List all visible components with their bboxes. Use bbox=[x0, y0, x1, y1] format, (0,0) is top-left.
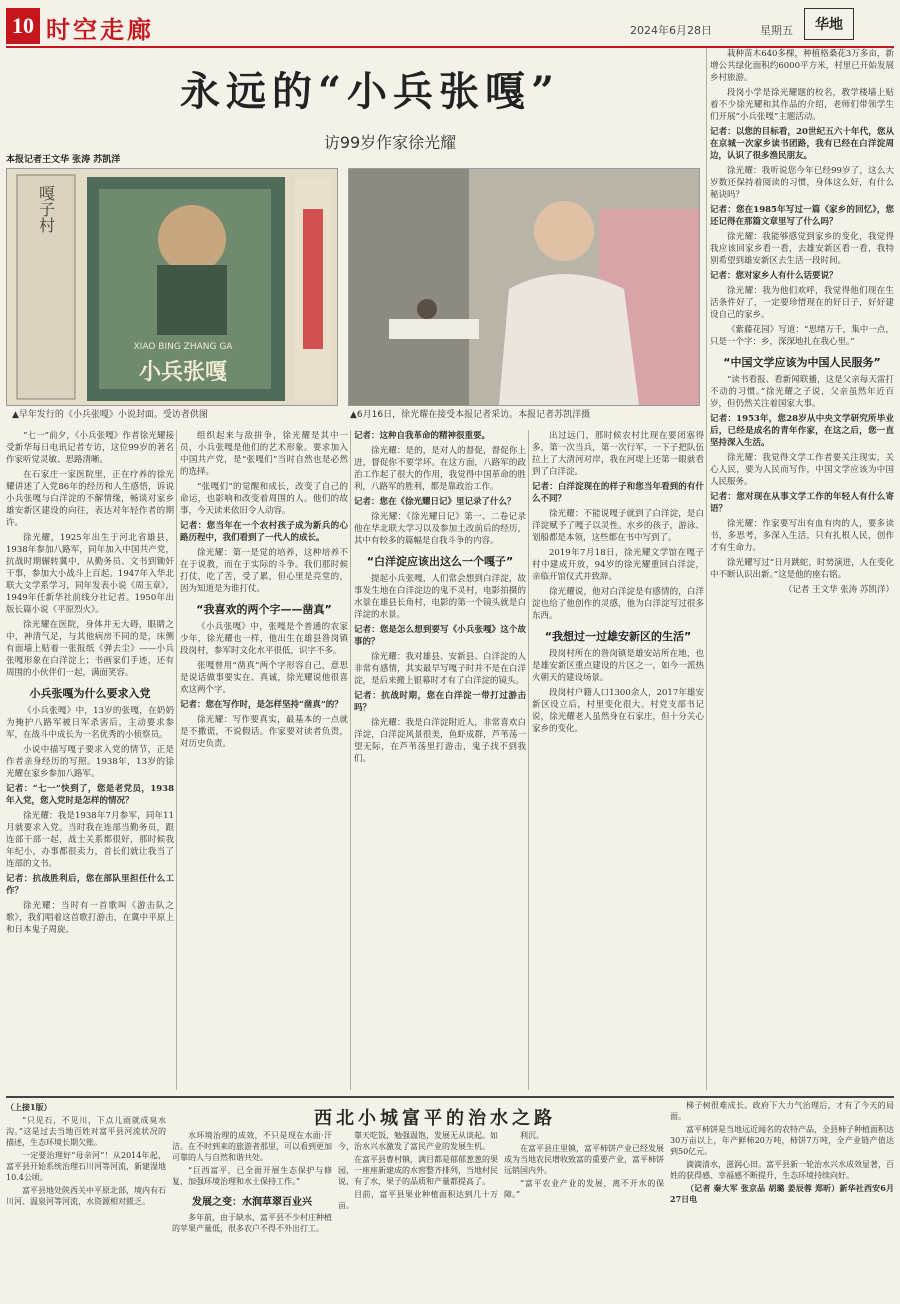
paragraph: “只见石，不见川，下点儿雨就成臭水沟。”这是过去当地百姓对富平县河流状况的描述，生态环境长期欠账。 bbox=[6, 1116, 166, 1147]
question: 记者：您对家乡人有什么话要说？ bbox=[710, 271, 838, 281]
bottom-article-rule bbox=[6, 1096, 894, 1098]
bottom-column-3 bbox=[338, 1130, 498, 1300]
question: 记者：您是怎么想到要写《小兵张嘎》这个故事的？ bbox=[354, 625, 526, 647]
paragraph: 徐光耀说，他对白洋淀是有感情的，白洋淀也给了他创作的灵感，他为白洋淀写过很多东西。 bbox=[532, 587, 704, 621]
paragraph: 一定要治理好“母亲河”！从2014年起，富平县开始系统治理石川河等河流，新建湿地10.4公顷。 bbox=[6, 1151, 166, 1182]
paragraph: 水环境治理的成效，不只是现在水面·汗洁。在不时到来的旅游者那里，可以看到更加可靠的人与自然和谐共处。 bbox=[172, 1131, 332, 1162]
question: 记者：1953年，您28岁从中央文学研究所毕业后，已经是成名的青年作家，在这之后，您一直坚持深入生活。 bbox=[710, 414, 894, 448]
section-heading-4: “我想过一过雄安新区的生活” bbox=[544, 630, 692, 643]
section-heading-3: “白洋淀应该出这么一个嘎子” bbox=[366, 555, 514, 568]
paragraph: “张嘎们”的觉醒和成长，改变了自己的命运，也影响和改变着周围的人。他们的故事，今天读来依旧令人动容。 bbox=[180, 482, 348, 516]
paragraph: 徐光耀：当时有一首歌叫《游击队之歌》，我们唱着这首歌打游击，在冀中平原上和日本鬼子周旋。 bbox=[6, 901, 174, 935]
paragraph: 多年前，由于缺水，富平县不少村庄种植的苹果产量低，很多农户不得不外出打工。 bbox=[172, 1213, 332, 1233]
subhead: 访99岁作家徐光耀 bbox=[323, 133, 457, 152]
column-divider bbox=[528, 430, 529, 1090]
bottom-headline: 西北小城富平的治水之路 bbox=[314, 1108, 556, 1129]
paragraph: 徐光耀：我能够感觉到家乡的变化，我觉得我应该回家乡看一看，去雄安新区看一看，我特别希望到雄安新区去生活一段时间。 bbox=[710, 232, 894, 266]
paragraph: 段岗村户籍人口1300余人，2017年雄安新区设立后，村里变化很大。村党支部书记说，徐光耀老人虽然身在石家庄，但十分关心家乡的变化。 bbox=[532, 688, 704, 734]
cover-title: 小兵张嘎 bbox=[138, 359, 228, 385]
weekday: 星期五 bbox=[760, 24, 793, 37]
paragraph: 在富平县庄里镇，富平柿饼产业已经发展成为当地农民增收致富的重要产业，富平柿饼远销国内外。 bbox=[504, 1144, 664, 1175]
bottom-subheading: 发展之变：水润草翠百业兴 bbox=[192, 1197, 312, 1208]
paragraph: 滴滴清水，滋润心田。富平县新一轮治水兴水成效显著，百姓的获得感、幸福感不断提升，生态环境持续向好。 bbox=[670, 1160, 894, 1180]
paragraph: “七一”前夕，《小兵张嘎》作者徐光耀接受新华每日电讯记者专访，这位99岁的著名作家听觉灵敏、思路清晰。 bbox=[6, 431, 174, 465]
paragraph: 利沉。 bbox=[520, 1131, 544, 1140]
question: 记者：以您的目标看，20世纪五六十年代，您从在京城一次家乡读书团路，我有已经在白洋淀周边，认识了很多渔民朋友。 bbox=[710, 127, 894, 161]
question: 记者：白洋淀现在的样子和您当年看到的有什么不同？ bbox=[532, 482, 704, 504]
paragraph: 组织起来与敌拼争，徐光耀是其中一员，小兵张嘎是他们的艺术形象。要求加入中国共产党，是“张嘎们”当时自然也是必然的选择。 bbox=[180, 431, 348, 477]
paragraph: 徐光耀：第一是觉的培养，这种培养不在于说教，而在于实际的斗争。我们那时候打仗，吃了苦，受了累，但心里是亮堂的，因为知道是为谁打仗。 bbox=[180, 548, 348, 594]
paragraph: 徐光耀：《徐光耀日记》第一、二卷记录他在华北联大学习以及参加土改前后的经历，其中有较多的篇幅是自我斗争的内容。 bbox=[354, 512, 526, 546]
paragraph: 富平柿饼是当地远近闻名的农特产品，全县柿子种植面积达30万亩以上，年产鲜柿20万吨，柿饼7万吨，全产业链产值达到50亿元。 bbox=[670, 1125, 894, 1156]
portrait-illustration bbox=[349, 169, 699, 405]
date: 2024年6月28日 bbox=[630, 24, 712, 37]
bottom-column-2 bbox=[172, 1130, 332, 1300]
svg-text:嘎子村: 嘎子村 bbox=[36, 185, 56, 233]
paragraph: 徐光耀：不能说嘎子就到了白洋淀，是白洋淀赋予了嘎子以灵性。水乡的孩子，游泳、划船都是本领，这些都在书中写到了。 bbox=[532, 509, 704, 543]
column-divider bbox=[176, 430, 177, 1090]
paragraph: 在石家庄一家医院里，正在疗养的徐光耀讲述了入党86年的经历和人生感悟，诉说小兵张嘎与白洋淀的不解情缘，畅谈对家乡雄安新区建设的向往，表达对年轻作者的期许。 bbox=[6, 470, 174, 528]
cover-pinyin: XIAO BING ZHANG GA bbox=[133, 342, 233, 352]
article-column-4 bbox=[532, 430, 704, 1090]
paragraph: 梯子树很难成长。政府下大力气治理后，才有了今天的局面。 bbox=[670, 1101, 894, 1121]
paragraph: 2019年7月18日，徐光耀文学馆在嘎子村中建成开放，94岁的徐光耀重回白洋淀，亲临开馆仪式并致辞。 bbox=[532, 548, 704, 582]
paragraph: 徐光耀：我为他们欢呼，我觉得他们现在生活条件好了，一定要珍惜现在的好日子，好好建设自己的家乡。 bbox=[710, 286, 894, 320]
paragraph: 提起小兵张嘎，人们常会想到白洋淀，故事发生地在白洋淀边的鬼不灵村，电影拍摄的水景在雄县长角村，电影的第一个镜头就是白洋淀的水景。 bbox=[354, 574, 526, 620]
page-number: 10 bbox=[6, 8, 40, 44]
paragraph: 段岗村所在的昝岗镇是雄安站所在地，也是雄安新区重点建设的片区之一，如今一派热火朝天的建设场景。 bbox=[532, 649, 704, 683]
paragraph: 《小兵张嘎》中，张嘎是个普通的农家少年，徐光耀也一样，他出生在雄县昝岗镇段岗村，参军时文化水平很低，识字不多。 bbox=[180, 622, 348, 656]
paragraph: 徐光耀：我听说您今年已经99岁了，这么大岁数还保持着阅读的习惯，身体这么好，有什么秘诀吗？ bbox=[710, 166, 894, 200]
bottom-column-5 bbox=[670, 1100, 894, 1302]
portrait-caption: ▲6月16日，徐光耀在接受本报记者采访。本报记者苏凯洋摄 bbox=[350, 410, 591, 420]
newspaper-logo: 华地 bbox=[804, 8, 854, 40]
question: 记者：您当年在一个农村孩子成为新兵的心路历程中，我们看到了一代人的成长。 bbox=[180, 521, 348, 543]
paragraph: 徐光耀：是的，是对人的督促，督促你上进，督促你不要学坏。在这方面，八路军的政治工作起了很大的作用，我觉得中国革命的胜利，八路军的胜利，都是靠政治工作。 bbox=[354, 446, 526, 492]
article-column-3 bbox=[354, 430, 526, 1090]
paragraph: 出过远门，那时候农村比现在要闭塞得多，第一次当兵，第一次行军，一下子把队伍拉上了大清河对岸，我在河堤上还第一眼就看到了白洋淀。 bbox=[532, 431, 704, 477]
paragraph: 徐光耀：我是白洋淀附近人，非常喜欢白洋淀，白洋淀风景很美，鱼虾成群，芦苇荡一望无际，在芦苇荡里打游击，鬼子找不到我们。 bbox=[354, 718, 526, 764]
column-divider bbox=[350, 430, 351, 1090]
book-cover-illustration bbox=[7, 169, 337, 405]
question: 记者：这种自我革命的精神很重要。 bbox=[354, 431, 491, 441]
continued-label: （上接1版） bbox=[6, 1102, 52, 1112]
paragraph: 徐光耀：我是1938年7月参军，同年11月就要求入党。当时我在连部当勤务员，跟连部干部一起，战士关系都很好，那时候我年纪小，办事都很卖力，首长们就让我当了连部的文书。 bbox=[6, 811, 174, 869]
paragraph: 目前，富平县果业种植面积达到几十万亩。 bbox=[338, 1190, 498, 1210]
article-column-5 bbox=[710, 48, 894, 1088]
section-title: 时空走廊 bbox=[46, 15, 154, 44]
column-divider bbox=[706, 48, 707, 1090]
paragraph: 小说中描写嘎子要求入党的情节，正是作者亲身经历的写照。1938年，13岁的徐光耀在家乡参加八路军。 bbox=[6, 745, 174, 779]
paragraph: 徐光耀在医院，身体并无大碍，眼睛之中，神清气足，与其他病房不同的是，床侧有面墙上贴着一张报纸《弹去尘》——小兵张嘎形象在白洋淀上；书画家们手迹，还有周围的小伙伴们一起，满面笑容。 bbox=[6, 620, 174, 678]
paragraph: 在富平县曹村镇，满目都是郁郁葱葱的果园，一座座新建成的水窖整齐排列，当地村民说，有了水，果子的品质和产量都提高了。 bbox=[338, 1155, 498, 1186]
section-heading-1: 小兵张嘎为什么要求入党 bbox=[29, 687, 151, 700]
paragraph: 徐光耀：写作要真实，最基本的一点就是不撒谎，不说假话。作家要对读者负责，对历史负责。 bbox=[180, 715, 348, 749]
paragraph: 《紫藤花园》写道：“思绪万千，集中一点，只是一个字：乡，深深地扎在我心里。” bbox=[710, 325, 894, 347]
question: 记者：抗战胜利后，您在部队里担任什么工作？ bbox=[6, 874, 174, 896]
paragraph: 《小兵张嘎》中，13岁的张嘎，在奶奶为掩护八路军被日军杀害后，主动要求参军，在战斗中成长为一名优秀的小侦察员。 bbox=[6, 706, 174, 740]
paragraph: 徐光耀，1925年出生于河北省雄县，1938年参加八路军，同年加入中国共产党，抗战时期辗转冀中，从勤务员、文书到锄奸干事，参加大小战斗上百起。1947年入华北联大文学系学习，同年发表小说《周玉章》，1949年任新华社前线分社记者。1950年出版长篇小说《平原烈火》。 bbox=[6, 533, 174, 615]
paragraph: “读书看报、看新闻联播，这是父亲每天雷打不动的习惯。”徐光耀之子说，父亲虽然年近百岁，但仍然关注着国家大事。 bbox=[710, 375, 894, 409]
section-heading-5: “中国文学应该为中国人民服务” bbox=[723, 356, 881, 369]
paragraph: “富平农业产业的发展，离不开水的保障。” bbox=[504, 1179, 664, 1199]
paragraph: 张嘎曾用“凿真”两个字形容自己，意思是说话做事要实在、真诚，徐光耀说他很喜欢这两个字。 bbox=[180, 661, 348, 695]
bottom-column-4 bbox=[504, 1130, 664, 1300]
article-column-2 bbox=[180, 430, 348, 1090]
book-cover-photo bbox=[6, 168, 338, 406]
question: 记者：您在写作时，是怎样坚持“凿真”的？ bbox=[180, 700, 343, 710]
section-heading-2: “我喜欢的两个字——凿真” bbox=[196, 603, 332, 616]
paragraph: 徐光耀写过“日月跳蛇，时势演进，人在变化中不断认识出新。”这是他的座右铭。 bbox=[710, 558, 894, 580]
bottom-byline: （记者 秦大军 张京品 胡璐 姜辰蓉 郑昕）新华社西安6月27日电 bbox=[670, 1183, 894, 1204]
paragraph: 靠天吃饭，勉强温饱，发展无从谈起。如今，治水兴水激发了富民产业的发展生机。 bbox=[338, 1131, 498, 1151]
paragraph: 徐光耀：我觉得文学工作者要关注现实，关心人民，要为人民而写作，中国文学应该为中国人民服务。 bbox=[710, 453, 894, 487]
paragraph: 富平县地处陕西关中平原北部，境内有石川河、温泉河等河流，水资源相对匮乏。 bbox=[6, 1186, 166, 1206]
bottom-column-1 bbox=[6, 1102, 166, 1302]
paragraph: 段岗小学是徐光耀题的校名，教学楼墙上贴着不少徐光耀和其作品的介绍，老师们带领学生们开展“小兵张嘎”主题活动。 bbox=[710, 88, 894, 122]
end-note: （记者 王文华 张涛 苏凯洋） bbox=[783, 585, 894, 595]
byline: 本报记者王文华 张涛 苏凯洋 bbox=[6, 155, 121, 165]
question: 记者：您在《徐光耀日记》里记录了什么？ bbox=[354, 497, 516, 507]
author-portrait-photo bbox=[348, 168, 700, 406]
cover-caption: ▲早年发行的《小兵张嘎》小说封面。受访者供图 bbox=[12, 410, 208, 420]
headline: 永远的“小兵张嘎” bbox=[179, 68, 560, 115]
article-column-1 bbox=[6, 430, 174, 1090]
paragraph: “巨西富平，已全面开展生态保护与修复，加强环境治理和水土保持工作。” bbox=[172, 1166, 332, 1186]
question: 记者：您在1985年写过一篇《家乡的回忆》，您还记得在那篇文章里写了什么吗？ bbox=[710, 205, 894, 227]
paragraph: 徐光耀：作家要写出有血有肉的人，要多读书，多思考，多深入生活，只有扎根人民，创作才有生命力。 bbox=[710, 519, 894, 553]
question: 记者：您对现在从事文学工作的年轻人有什么寄语？ bbox=[710, 492, 894, 514]
question: 记者：抗战时期，您在白洋淀一带打过游击吗？ bbox=[354, 691, 526, 713]
paragraph: 栽种苗木640多棵，种植格桑花3万多亩，新增公共绿化面积约6000平方米，村里已开始发展乡村旅游。 bbox=[710, 49, 894, 83]
question: 记者：“七一”快到了，您是老党员，1938年入党，您入党时是怎样的情况？ bbox=[6, 784, 174, 806]
paragraph: 徐光耀：我对雄县、安新县、白洋淀的人非常有感情，其实最早写嘎子时并不是在白洋淀，是后来搬上银幕时才有了白洋淀的镜头。 bbox=[354, 652, 526, 686]
